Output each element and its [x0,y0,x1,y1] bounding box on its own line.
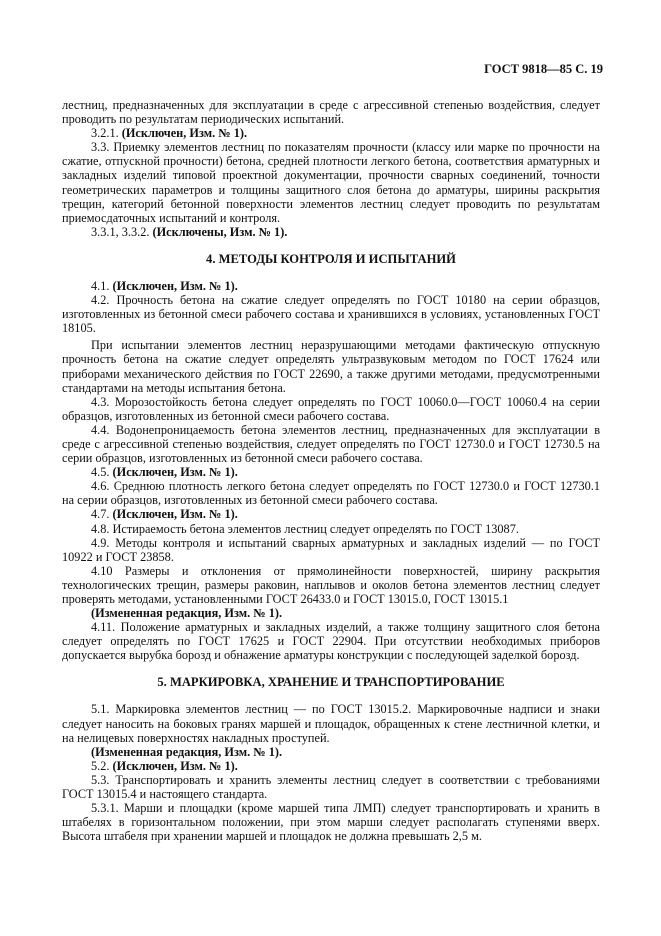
paragraph [62,745,600,759]
amendment-note: (Измененная редакция, Изм. № 1). [91,744,283,759]
paragraph: 4.6. Среднюю плотность легкого бетона следует определять по ГОСТ 12730.0 и ГОСТ 12730.1 на серии образцов, изготовленных из бетонной смеси рабочего состава. [62,479,600,508]
block-3 [62,98,600,239]
clause-number: 4.5. [91,465,110,480]
clause-number: 3.2.1. [91,126,119,141]
amendment-note: (Исключены, Изм. № 1). [152,224,288,239]
paragraph [62,759,600,773]
clause-number: 3.3.1, 3.3.2. [91,224,150,239]
paragraph [62,606,600,620]
paragraph [62,507,600,521]
paragraph: 4.11. Положение арматурных и закладных изделий, а также толщину защитного слоя бетона следует определять по ГОСТ 17625 и ГОСТ 22904. При отсутствии необходимых приборов допускается вырубка борозд и обнажение арматуры конструкции с последующей заделкой борозд. [62,620,600,663]
amendment-note: (Исключен, Изм. № 1). [112,758,238,773]
paragraph: 4.8. Истираемость бетона элементов лестниц следует определять по ГОСТ 13087. [91,521,519,536]
section-4-heading: 4. МЕТОДЫ КОНТРОЛЯ И ИСПЫТАНИЙ [206,251,456,266]
paragraph [62,279,600,293]
paragraph: При испытании элементов лестниц неразрушающими методами фактическую отпускную прочность бетона на сжатие следует определять ультразвуковым методом по ГОСТ 17624 или приборами механического действия по ГОСТ 22690, а также другими методами, предусмотренными стандартами на методы испытания бетона. [62,338,600,395]
paragraph: 3.3. Приемку элементов лестниц по показателям прочности (классу или марке по прочности на сжатие, отпускной прочности) бетона, средней плотности легкого бетона, соответствия арматурных и закладных изделий типовой проектной документации, прочности сварных соединений, точности геометрических параметров и толщины защитного слоя бетона до арматуры, ширины раскрытия трещин, категорий бетонной поверхности элементов лестниц следует проводить по результатам приемосдаточных испытаний и контроля. [62,140,600,225]
amendment-note: (Исключен, Изм. № 1). [112,278,238,293]
paragraph [62,225,600,239]
paragraph: 5.1. Маркировка элементов лестниц — по ГОСТ 13015.2. Маркировочные надписи и знаки следует наносить на боковых гранях маршей и площадок, обращенных к стене лестничной клетки, и на нелицевых поверхностях накладных проступей. [62,702,600,745]
paragraph [62,126,600,140]
clause-number: 4.1. [91,278,110,293]
section-5-body [62,702,600,843]
paragraph: 4.3. Морозостойкость бетона следует определять по ГОСТ 10060.0—ГОСТ 10060.4 на серии образцов, изготовленных из бетонной смеси рабочего состава. [62,394,600,423]
paragraph: 4.9. Методы контроля и испытаний сварных арматурных и закладных изделий — по ГОСТ 10922 и ГОСТ 23858. [62,535,600,564]
amendment-note: (Исключен, Изм. № 1). [112,507,238,522]
clause-number: 4.7. [91,507,110,522]
paragraph [62,465,600,479]
paragraph: 4.2. Прочность бетона на сжатие следует определять по ГОСТ 10180 на серии образцов, изготовленных из бетонной смеси рабочего состава и хранившихся в условиях, установленных ГОСТ 18105. [62,293,600,336]
paragraph: 5.3. Транспортировать и хранить элементы лестниц следует в соответствии с требованиями ГОСТ 13015.4 и настоящего стандарта. [62,772,600,802]
paragraph: 5.3.1. Марши и площадки (кроме маршей типа ЛМП) следует транспортировать и хранить в штабелях в горизонтальном положении, при этом марши следует располагать ступенями вверх. Высота штабеля при хранении маршей и площадок не должна превышать 2,5 м. [62,801,600,844]
section-4-body [62,279,600,663]
paragraph: лестниц, предназначенных для эксплуатации в среде с агрессивной степенью воздействия, следует проводить по результатам периодических испытаний. [62,98,600,127]
section-5-heading: 5. МАРКИРОВКА, ХРАНЕНИЕ И ТРАНСПОРТИРОВАНИЕ [157,675,505,690]
document-body [62,98,600,843]
paragraph: 4.4. Водонепроницаемость бетона элементов лестниц, предназначенных для эксплуатации в среде с агрессивной степенью воздействия, следует определять по ГОСТ 12730.0 и ГОСТ 12730.5 на серии образцов, изготовленных из бетонной смеси рабочего состава. [62,422,600,466]
paragraph: 4.10 Размеры и отклонения от прямолинейности поверхностей, ширину раскрытия технологических трещин, размеры раковин, наплывов и околов бетона элементов лестниц следует проверять методами, установленными ГОСТ 26433.0 и ГОСТ 13015.0, ГОСТ 13015.1 [62,563,600,606]
page-header: ГОСТ 9818—85 С. 19 [484,62,603,76]
amendment-note: (Исключен, Изм. № 1). [112,465,238,480]
clause-number: 5.2. [91,758,110,773]
amendment-note: (Измененная редакция, Изм. № 1). [91,606,283,621]
amendment-note: (Исключен, Изм. № 1). [121,126,248,141]
